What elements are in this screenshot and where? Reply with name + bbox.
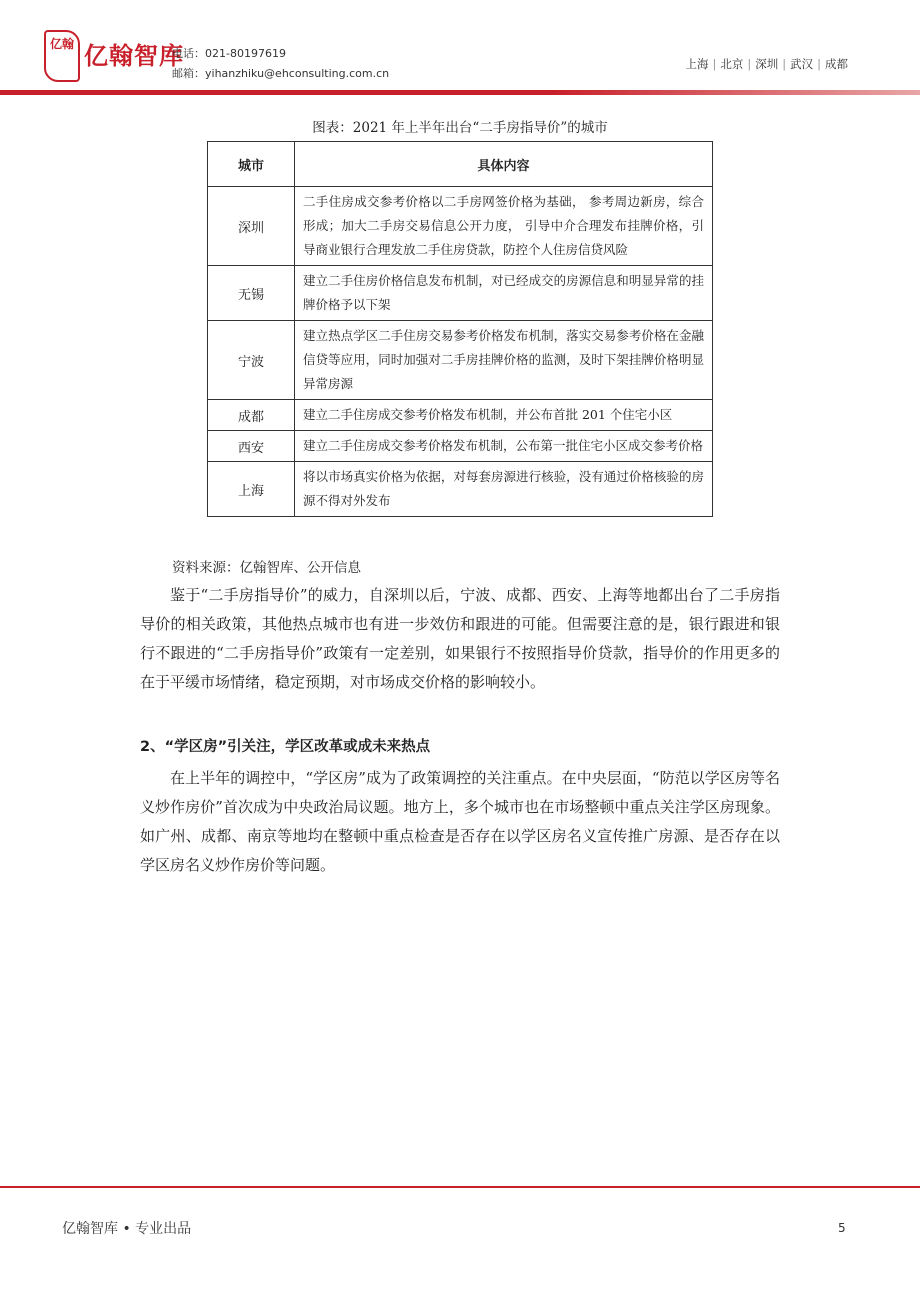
section-heading: 2、“学区房”引关注，学区改革或成未来热点 bbox=[140, 739, 431, 755]
logo-text: 亿翰智库 bbox=[84, 42, 184, 70]
city-cell: 宁波 bbox=[208, 321, 295, 400]
column-header-content: 具体内容 bbox=[295, 142, 713, 187]
table-row bbox=[208, 400, 713, 431]
city-label: 上海 bbox=[685, 57, 709, 71]
table-row bbox=[208, 187, 713, 266]
city-cell: 西安 bbox=[208, 431, 295, 462]
city-cell: 上海 bbox=[208, 462, 295, 517]
table-header-row bbox=[208, 142, 713, 187]
phone-text: 电话：021-80197619 bbox=[172, 47, 286, 60]
company-logo bbox=[44, 30, 184, 80]
body-paragraph: 鉴于“二手房指导价”的威力，自深圳以后，宁波、成都、西安、上海等地都出台了二手房指导价的相关政策，其他热点城市也有进一步效仿和跟进的可能。但需要注意的是，银行跟进和银行不跟进的“二手房指导价”政策有一定差别，如果银行不按照指导价贷款，指导价的作用更多的在于平缓市场情绪，稳定预期，对市场成交价格的影响较小。 bbox=[140, 586, 780, 691]
office-cities: 上海 | 北京 | 深圳 | 武汉 | 成都 bbox=[685, 57, 848, 71]
column-header-city: 城市 bbox=[208, 142, 295, 187]
table-row bbox=[208, 462, 713, 517]
content-cell: 将以市场真实价格为依据，对每套房源进行核验，没有通过价格核验的房源不得对外发布 bbox=[295, 462, 713, 517]
content-cell: 建立二手住房成交参考价格发布机制，公布第一批住宅小区成交参考价格 bbox=[295, 431, 713, 462]
body-paragraph: 在上半年的调控中，“学区房”成为了政策调控的关注重点。在中央层面，“防范以学区房等名义炒作房价”首次成为中央政治局议题。地方上，多个城市也在市场整顿中重点关注学区房现象。如广州、成都、南京等地均在整顿中重点检查是否存在以学区房名义宣传推广房源、是否存在以学区房名义炒作房价等问题。 bbox=[140, 769, 780, 874]
contact-info bbox=[172, 44, 389, 84]
city-cell: 成都 bbox=[208, 400, 295, 431]
page-header bbox=[0, 0, 920, 100]
city-cell: 深圳 bbox=[208, 187, 295, 266]
footer-divider bbox=[0, 1186, 920, 1188]
logo-mark: 亿翰 bbox=[44, 30, 80, 82]
table-row bbox=[208, 321, 713, 400]
content-cell: 建立二手住房价格信息发布机制，对已经成交的房源信息和明显异常的挂牌价格予以下架 bbox=[295, 266, 713, 321]
table-source: 资料来源：亿翰智库、公开信息 bbox=[172, 560, 361, 576]
city-label: 深圳 bbox=[755, 57, 779, 71]
city-cell: 无锡 bbox=[208, 266, 295, 321]
email-text: 邮箱：yihanzhiku@ehconsulting.com.cn bbox=[172, 67, 390, 80]
footer-brand: 亿翰智库 • 专业出品 bbox=[62, 1221, 192, 1237]
content-cell: 建立热点学区二手住房交易参考价格发布机制，落实交易参考价格在金融信贷等应用，同时加强对二手房挂牌价格的监测，及时下架挂牌价格明显异常房源 bbox=[295, 321, 713, 400]
table-row bbox=[208, 431, 713, 462]
header-divider bbox=[0, 90, 920, 95]
table-row bbox=[208, 266, 713, 321]
page-number: 5 bbox=[838, 1221, 846, 1235]
city-label: 成都 bbox=[825, 57, 848, 71]
content-cell: 二手住房成交参考价格以二手房网签价格为基础， 参考周边新房，综合形成；加大二手房交易信息公开力度， 引导中介合理发布挂牌价格，引导商业银行合理发放二手住房贷款，防控个人住房信贷风险 bbox=[295, 187, 713, 266]
table-caption: 图表：2021 年上半年出台“二手房指导价”的城市 bbox=[312, 120, 608, 136]
content-cell: 建立二手住房成交参考价格发布机制，并公布首批 201 个住宅小区 bbox=[295, 400, 713, 431]
policy-table bbox=[207, 141, 713, 517]
city-label: 武汉 bbox=[790, 57, 814, 71]
city-label: 北京 bbox=[720, 57, 744, 71]
